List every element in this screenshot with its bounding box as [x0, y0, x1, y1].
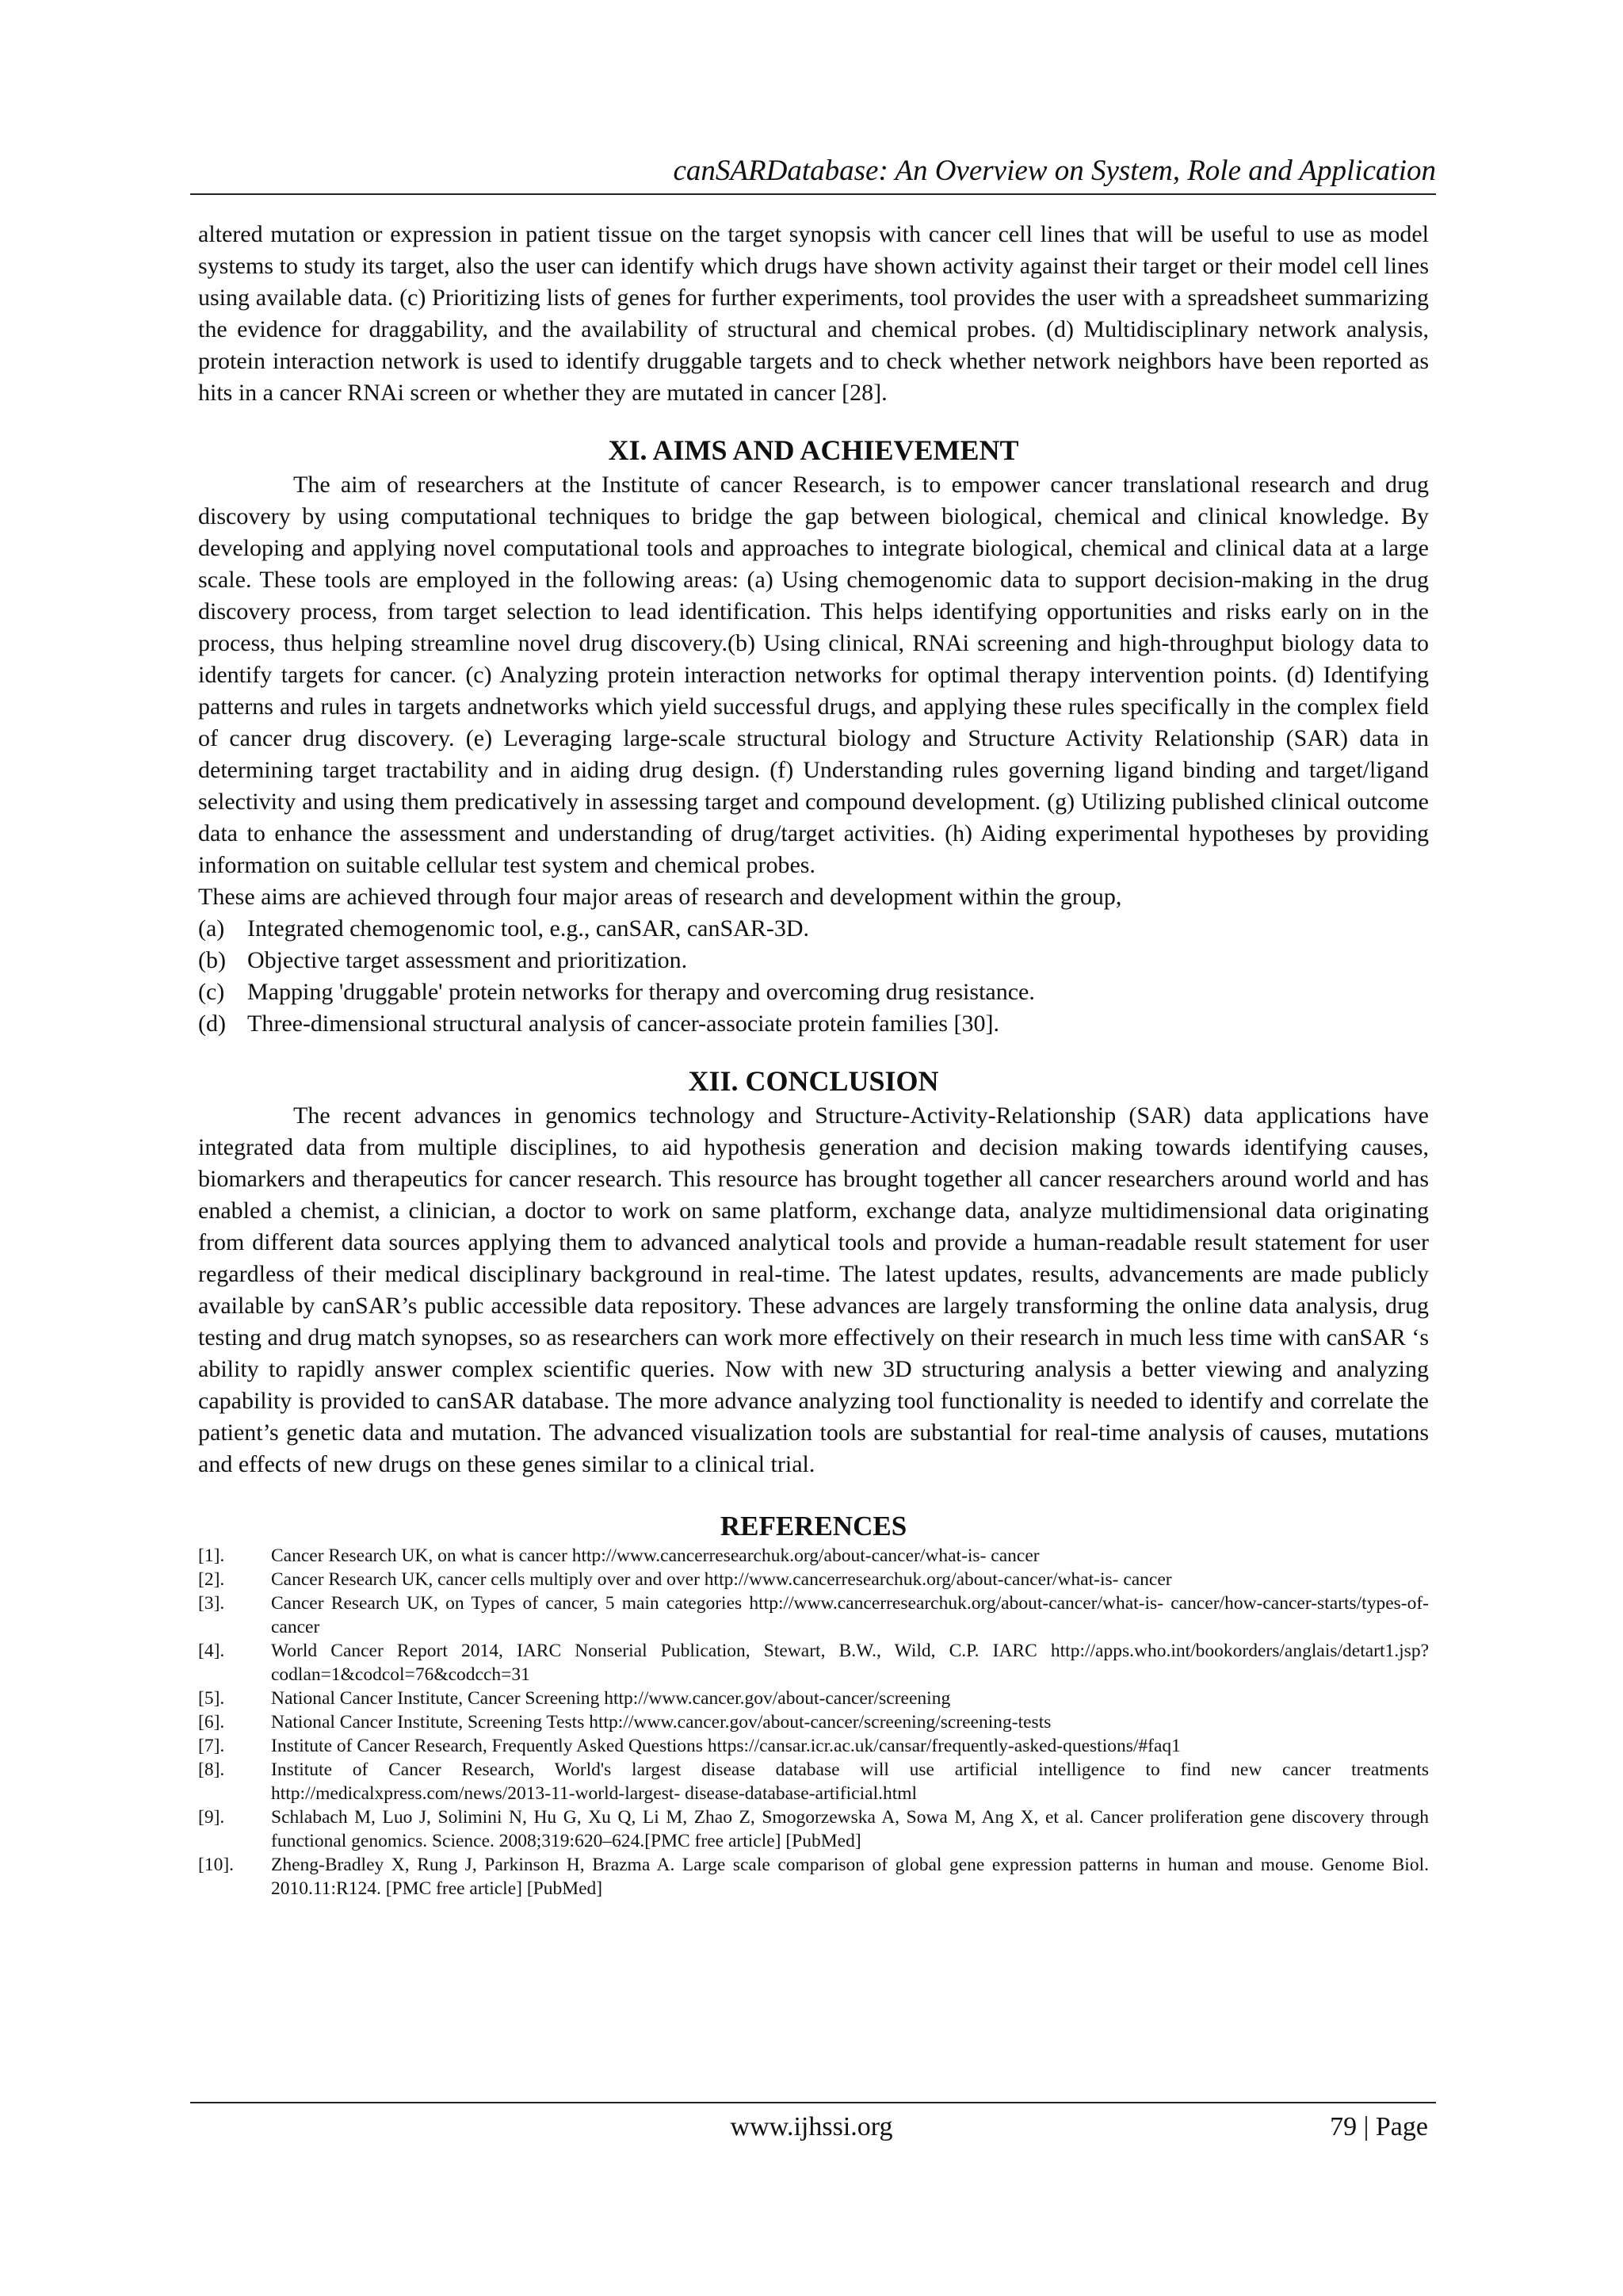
aims-list-marker: (a): [198, 915, 225, 942]
footer-rule: [190, 2102, 1436, 2103]
aims-list-marker: (d): [198, 1010, 226, 1037]
reference-text: Cancer Research UK, on what is cancer http://www.cancerresearchuk.org/about-cancer/what-is- cancer: [271, 1545, 1040, 1566]
reference-text: Cancer Research UK, on Types of cancer, 5 main categories http://www.cancerresearchuk.org/about-cancer/what-is- cancer/how-cancer-starts/types-of-cancer: [271, 1593, 1429, 1637]
reference-item: [198, 1853, 1429, 1901]
references-heading: REFERENCES: [720, 1511, 907, 1541]
reference-number: [2].: [198, 1569, 225, 1590]
reference-number: [3].: [198, 1593, 225, 1614]
aims-list-item: [198, 913, 1429, 945]
reference-text: National Cancer Institute, Cancer Screening http://www.cancer.gov/about-cancer/screening: [271, 1688, 951, 1709]
reference-text: World Cancer Report 2014, IARC Nonserial Publication, Stewart, B.W., Wild, C.P. IARC http://apps.who.int/bookorders/anglais/detart1.jsp?codlan=1&codcol=76&codcch=31: [271, 1641, 1429, 1685]
header-rule: [190, 193, 1436, 195]
reference-text: Schlabach M, Luo J, Solimini N, Hu G, Xu Q, Li M, Zhao Z, Smogorzewska A, Sowa M, Ang X, et al. Cancer proliferation gene discovery through functional genomics. Science. 2008;319:620–624.[PMC free article] [PubMed]: [271, 1807, 1429, 1851]
aims-list-item: [198, 1008, 1429, 1040]
aims-list-text: Objective target assessment and prioritization.: [247, 947, 688, 973]
reference-item: [198, 1591, 1429, 1639]
reference-item: [198, 1805, 1429, 1853]
reference-number: [10].: [198, 1855, 235, 1875]
aims-list-intro: These aims are achieved through four major areas of research and development within the group,: [198, 884, 1122, 910]
intro-paragraph: altered mutation or expression in patient tissue on the target synopsis with cancer cell lines that will be useful to use as model systems to study its target, also the user can identify which drugs have shown activity against their target or their model cell lines using available data. (c) Prioritizing lists of genes for further experiments, tool provides the user with a spreadsheet summarizing the evidence for draggability, and the availability of structural and chemical probes. (d) Multidisciplinary network analysis, protein interaction network is used to identify druggable targets and to check whether network neighbors have been reported as hits in a cancer RNAi screen or whether they are mutated in cancer [28].: [198, 221, 1429, 406]
running-header-title: canSARDatabase: An Overview on System, Role and Application: [673, 155, 1436, 187]
reference-number: [5].: [198, 1688, 225, 1709]
aims-list-marker: (b): [198, 947, 226, 973]
aims-paragraph: The aim of researchers at the Institute of cancer Research, is to empower cancer translational research and drug discovery by using computational techniques to bridge the gap between biological, chemical and clinical knowledge. By developing and applying novel computational tools and approaches to integrate biological, chemical and clinical data at a large scale. These tools are employed in the following areas: (a) Using chemogenomic data to support decision-making in the drug discovery process, from target selection to lead identification. This helps identifying opportunities and risks early on in the process, thus helping streamline novel drug discovery.(b) Using clinical, RNAi screening and high-throughput biology data to identify targets for cancer. (c) Analyzing protein interaction networks for optimal therapy intervention points. (d) Identifying patterns and rules in targets andnetworks which yield successful drugs, and applying these rules specifically in the complex field of cancer drug discovery. (e) Leveraging large-scale structural biology and Structure Activity Relationship (SAR) data in determining target tractability and in aiding drug design. (f) Understanding rules governing ligand binding and target/ligand selectivity and using them predicatively in assessing target and compound development. (g) Utilizing published clinical outcome data to enhance the assessment and understanding of drug/target activities. (h) Aiding experimental hypotheses by providing information on suitable cellular test system and chemical probes.: [198, 472, 1429, 878]
reference-item: [198, 1710, 1429, 1734]
aims-list: [198, 913, 1429, 1040]
section-heading-aims: XI. AIMS AND ACHIEVEMENT: [608, 434, 1019, 466]
reference-item: [198, 1758, 1429, 1805]
reference-number: [4].: [198, 1641, 225, 1661]
main-content: [198, 219, 1429, 1901]
reference-number: [6].: [198, 1712, 225, 1733]
reference-item: [198, 1734, 1429, 1758]
reference-text: Institute of Cancer Research, Frequently Asked Questions https://cansar.icr.ac.uk/cansar/frequently-asked-questions/#faq1: [271, 1736, 1181, 1756]
reference-number: [9].: [198, 1807, 225, 1828]
reference-item: [198, 1544, 1429, 1568]
reference-text: National Cancer Institute, Screening Tests http://www.cancer.gov/about-cancer/screening/screening-tests: [271, 1712, 1052, 1733]
reference-text: Zheng-Bradley X, Rung J, Parkinson H, Brazma A. Large scale comparison of global gene expression patterns in human and mouse. Genome Biol. 2010.11:R124. [PMC free article] [PubMed]: [271, 1855, 1429, 1899]
reference-item: [198, 1639, 1429, 1687]
section-heading-conclusion: XII. CONCLUSION: [688, 1065, 939, 1097]
footer-website: www.ijhssi.org: [730, 2112, 893, 2141]
reference-item: [198, 1568, 1429, 1591]
aims-list-item: [198, 976, 1429, 1008]
reference-number: [1].: [198, 1545, 225, 1566]
references-list: [198, 1544, 1429, 1901]
aims-list-text: Mapping 'druggable' protein networks for therapy and overcoming drug resistance.: [247, 979, 1035, 1005]
reference-item: [198, 1687, 1429, 1710]
reference-text: Cancer Research UK, cancer cells multiply over and over http://www.cancerresearchuk.org/about-cancer/what-is- cancer: [271, 1569, 1172, 1590]
conclusion-paragraph: The recent advances in genomics technology and Structure-Activity-Relationship (SAR) data applications have integrated data from multiple disciplines, to aid hypothesis generation and decision making towards identifying causes, biomarkers and therapeutics for cancer research. This resource has brought together all cancer researchers around world and has enabled a chemist, a clinician, a doctor to work on same platform, exchange data, analyze multidimensional data originating from different data sources applying them to advanced analytical tools and provide a human-readable result statement for user regardless of their medical disciplinary background in real-time. The latest updates, results, advancements are made publicly available by canSAR’s public accessible data repository. These advances are largely transforming the online data analysis, drug testing and drug match synopses, so as researchers can work more effectively on their research in much less time with canSAR ‘s ability to rapidly answer complex scientific queries. Now with new 3D structuring analysis a better viewing and analyzing capability is provided to canSAR database. The more advance analyzing tool functionality is needed to identify and correlate the patient’s genetic data and mutation. The advanced visualization tools are substantial for real-time analysis of causes, mutations and effects of new drugs on these genes similar to a clinical trial.: [198, 1102, 1429, 1477]
aims-list-text: Three-dimensional structural analysis of cancer-associate protein families [30].: [247, 1010, 1000, 1037]
aims-list-text: Integrated chemogenomic tool, e.g., canSAR, canSAR-3D.: [247, 915, 809, 942]
aims-list-marker: (c): [198, 979, 225, 1005]
reference-text: Institute of Cancer Research, World's largest disease database will use artificial intelligence to find new cancer treatments http://medicalxpress.com/news/2013-11-world-largest- disease-database-artificial.html: [271, 1759, 1429, 1804]
footer-page-number: 79 | Page: [1330, 2112, 1428, 2141]
aims-list-item: [198, 945, 1429, 976]
reference-number: [8].: [198, 1759, 225, 1780]
reference-number: [7].: [198, 1736, 225, 1756]
